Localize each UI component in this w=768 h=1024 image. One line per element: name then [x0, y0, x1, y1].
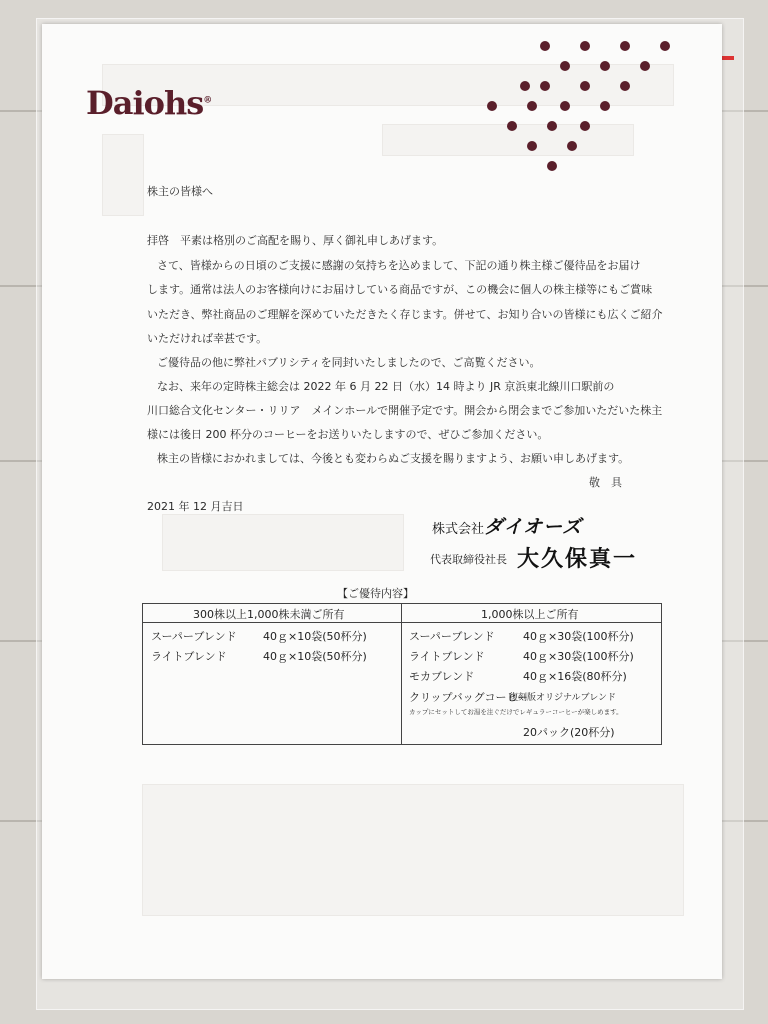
company-name: ダイオーズ [484, 516, 583, 538]
daiohs-logo [86, 84, 211, 122]
clip-bag-coffee-name: クリップバッグコーヒー [409, 691, 529, 704]
representative-signature: 大久保真一 [517, 546, 638, 572]
clip-bag-coffee-qty: 20パック(20杯分) [523, 726, 615, 739]
letter-page [42, 24, 722, 979]
letter-paragraph-line: いただければ幸甚です。 [147, 332, 268, 345]
closing: 敬 具 [589, 476, 622, 489]
benefits-caption: 【ご優待内容】 [337, 587, 414, 600]
letter-paragraph-line: 拝啓 平素は格別のご高配を賜り、厚く御礼申しあげます。 [147, 234, 444, 247]
brand-dot-triangle-graphic [472, 34, 702, 184]
right-item-qty: 40ｇ×16袋(80杯分) [523, 670, 627, 683]
sleeve-tape-mark [722, 56, 734, 60]
letter-paragraph-line: なお、来年の定時株主総会は 2022 年 6 月 22 日（水）14 時より JR 京浜東北線川口駅前の [157, 380, 615, 393]
show-through-printing [162, 514, 404, 571]
table-header-right: 1,000株以上ご所有 [481, 608, 579, 621]
left-item-name: スーパーブレンド [151, 630, 237, 643]
letter-paragraph-line: いただき、弊社商品のご理解を深めていただきたく存じます。併せて、お知り合いの皆様にも広くご紹介 [147, 308, 663, 321]
salutation: 株主の皆様へ [147, 185, 213, 198]
clip-bag-coffee-edition: 復刻版オリジナルブレンド [509, 693, 616, 703]
right-item-name: スーパーブレンド [409, 630, 495, 643]
table-header-rule [143, 622, 661, 623]
company-prefix: 株式会社 [432, 522, 485, 537]
logo-text: Daiohs [86, 84, 204, 122]
letter-paragraph-line: 様には後日 200 杯分のコーヒーをお送りいたしますので、ぜひご参加ください。 [147, 428, 549, 441]
right-item-name: モカブレンド [409, 670, 475, 683]
table-header-left: 300株以上1,000株未満ご所有 [193, 608, 345, 621]
table-column-divider [401, 604, 402, 744]
left-item-qty: 40ｇ×10袋(50杯分) [263, 630, 367, 643]
letter-paragraph-line: さて、皆様からの日頃のご支援に感謝の気持ちを込めまして、下記の通り株主様ご優待品をお届け [157, 259, 641, 272]
show-through-printing [142, 784, 684, 916]
left-item-qty: 40ｇ×10袋(50杯分) [263, 650, 367, 663]
show-through-printing [102, 134, 144, 216]
letter-paragraph-line: ご優待品の他に弊社パブリシティを同封いたしましたので、ご高覧ください。 [157, 356, 541, 369]
representative-title: 代表取締役社長 [430, 553, 507, 566]
letter-paragraph-line: 株主の皆様におかれましては、今後とも変わらぬご支援を賜りますよう、お願い申しあげます。 [157, 452, 630, 465]
letter-date: 2021 年 12 月吉日 [147, 500, 244, 513]
company-name-block [432, 512, 582, 539]
benefits-table [142, 603, 662, 745]
right-item-qty: 40ｇ×30袋(100杯分) [523, 650, 634, 663]
clip-bag-coffee-note: カップにセットしてお湯を注ぐだけでレギュラーコーヒーが楽しめます。 [409, 708, 623, 716]
right-item-name: ライトブレンド [409, 650, 485, 663]
registered-mark: ® [203, 95, 212, 106]
left-item-name: ライトブレンド [151, 650, 227, 663]
letter-paragraph-line: 川口総合文化センター・リリア メインホールで開催予定です。開会から閉会までご参加いただいた株主 [147, 404, 663, 417]
letter-paragraph-line: します。通常は法人のお客様向けにお届けしている商品ですが、この機会に個人の株主様等にもご賞味 [147, 283, 653, 296]
right-item-qty: 40ｇ×30袋(100杯分) [523, 630, 634, 643]
